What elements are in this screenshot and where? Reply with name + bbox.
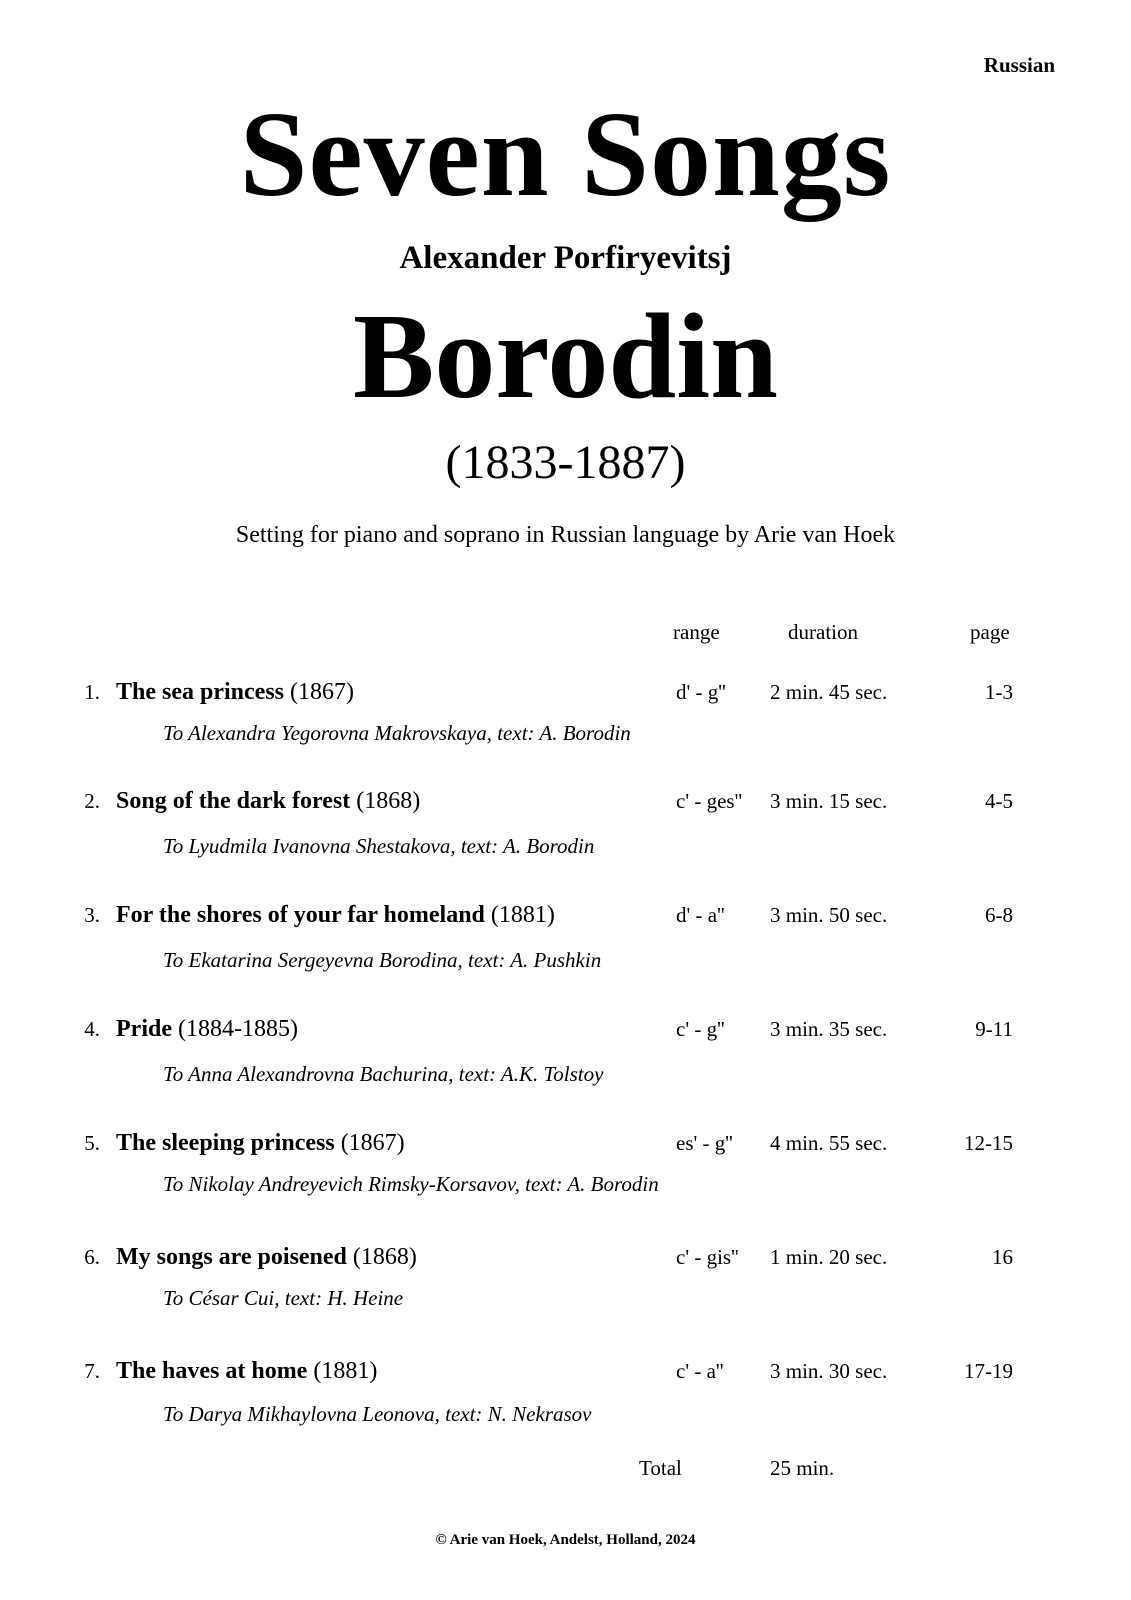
song-duration: 3 min. 30 sec. [770,1359,888,1383]
song-title: Song of the dark forest [116,788,351,814]
song-entry-7 [0,1356,1131,1466]
song-entry-5 [0,1128,1131,1238]
song-range: c' - g'' [676,1017,725,1041]
song-title-line [116,1128,405,1158]
song-range: c' - gis'' [676,1245,739,1269]
column-header-range: range [673,620,720,644]
document-title: Seven Songs [239,87,892,222]
song-entry-1 [0,677,1131,787]
song-dedication: To Lyudmila Ivanovna Shestakova, text: A. Borodin [163,834,595,858]
song-range: c' - a'' [676,1359,724,1383]
song-year: (1868) [352,1244,417,1270]
song-entry-6 [0,1242,1131,1352]
song-dedication: To Alexandra Yegorovna Makrovskaya, text: A. Borodin [163,721,631,745]
song-dedication: To Nikolay Andreyevich Rimsky-Korsavov, text: A. Borodin [163,1172,659,1196]
song-title-line [116,786,420,816]
song-page: 12-15 [964,1131,1013,1155]
song-range: d' - a'' [676,903,725,927]
song-title: Pride [116,1016,172,1042]
song-duration: 2 min. 45 sec. [770,680,888,704]
column-header-duration: duration [788,620,858,644]
song-number: 7. [84,1359,100,1383]
song-title: My songs are poisened [116,1244,347,1270]
song-year: (1867) [340,1130,405,1156]
composer-first-names: Alexander Porfiryevitsj [399,240,732,276]
song-title-line [116,1014,298,1044]
song-year: (1881) [313,1358,378,1384]
song-dedication: To César Cui, text: H. Heine [163,1286,404,1310]
song-title: The haves at home [116,1358,308,1384]
song-duration: 1 min. 20 sec. [770,1245,888,1269]
song-title-line [116,1242,417,1272]
song-number: 5. [84,1131,100,1155]
song-number: 2. [84,789,100,813]
song-number: 4. [84,1017,100,1041]
song-page: 6-8 [985,903,1013,927]
song-title-line [116,677,354,707]
song-entry-4 [0,1014,1131,1124]
song-dedication: To Anna Alexandrovna Bachurina, text: A.K. Tolstoy [163,1062,604,1086]
song-year: (1868) [356,788,421,814]
song-range: c' - ges'' [676,789,743,813]
song-entry-2 [0,786,1131,896]
composer-years: (1833-1887) [445,436,686,489]
song-dedication: To Darya Mikhaylovna Leonova, text: N. Nekrasov [163,1402,592,1426]
song-dedication: To Ekatarina Sergeyevna Borodina, text: A. Pushkin [163,948,602,972]
song-year: (1867) [290,679,354,705]
song-duration: 4 min. 55 sec. [770,1131,888,1155]
song-page: 1-3 [985,680,1013,704]
language-label: Russian [983,53,1055,77]
song-number: 6. [84,1245,100,1269]
song-duration: 3 min. 15 sec. [770,789,888,813]
total-duration: 25 min. [770,1456,835,1480]
song-title: For the shores of your far homeland [116,902,485,928]
song-title-line [116,900,555,930]
total-label: Total [639,1456,682,1480]
song-year: (1884-1885) [177,1016,298,1042]
song-year: (1881) [490,902,555,928]
song-title: The sea princess [116,679,284,705]
song-range: d' - g'' [676,680,726,704]
song-page: 4-5 [985,789,1013,813]
copyright-notice: © Arie van Hoek, Andelst, Holland, 2024 [435,1532,696,1548]
song-duration: 3 min. 35 sec. [770,1017,888,1041]
composer-last-name: Borodin [353,289,778,424]
song-number: 3. [84,903,100,927]
column-header-page: page [970,620,1010,644]
song-title: The sleeping princess [116,1130,335,1156]
song-page: 9-11 [975,1017,1013,1041]
setting-description: Setting for piano and soprano in Russian language by Arie van Hoek [235,522,896,548]
song-range: es' - g'' [676,1131,733,1155]
song-duration: 3 min. 50 sec. [770,903,888,927]
song-entry-3 [0,900,1131,1010]
song-title-line [116,1356,377,1386]
song-page: 16 [992,1245,1013,1269]
song-page: 17-19 [964,1359,1013,1383]
song-number: 1. [84,680,100,704]
